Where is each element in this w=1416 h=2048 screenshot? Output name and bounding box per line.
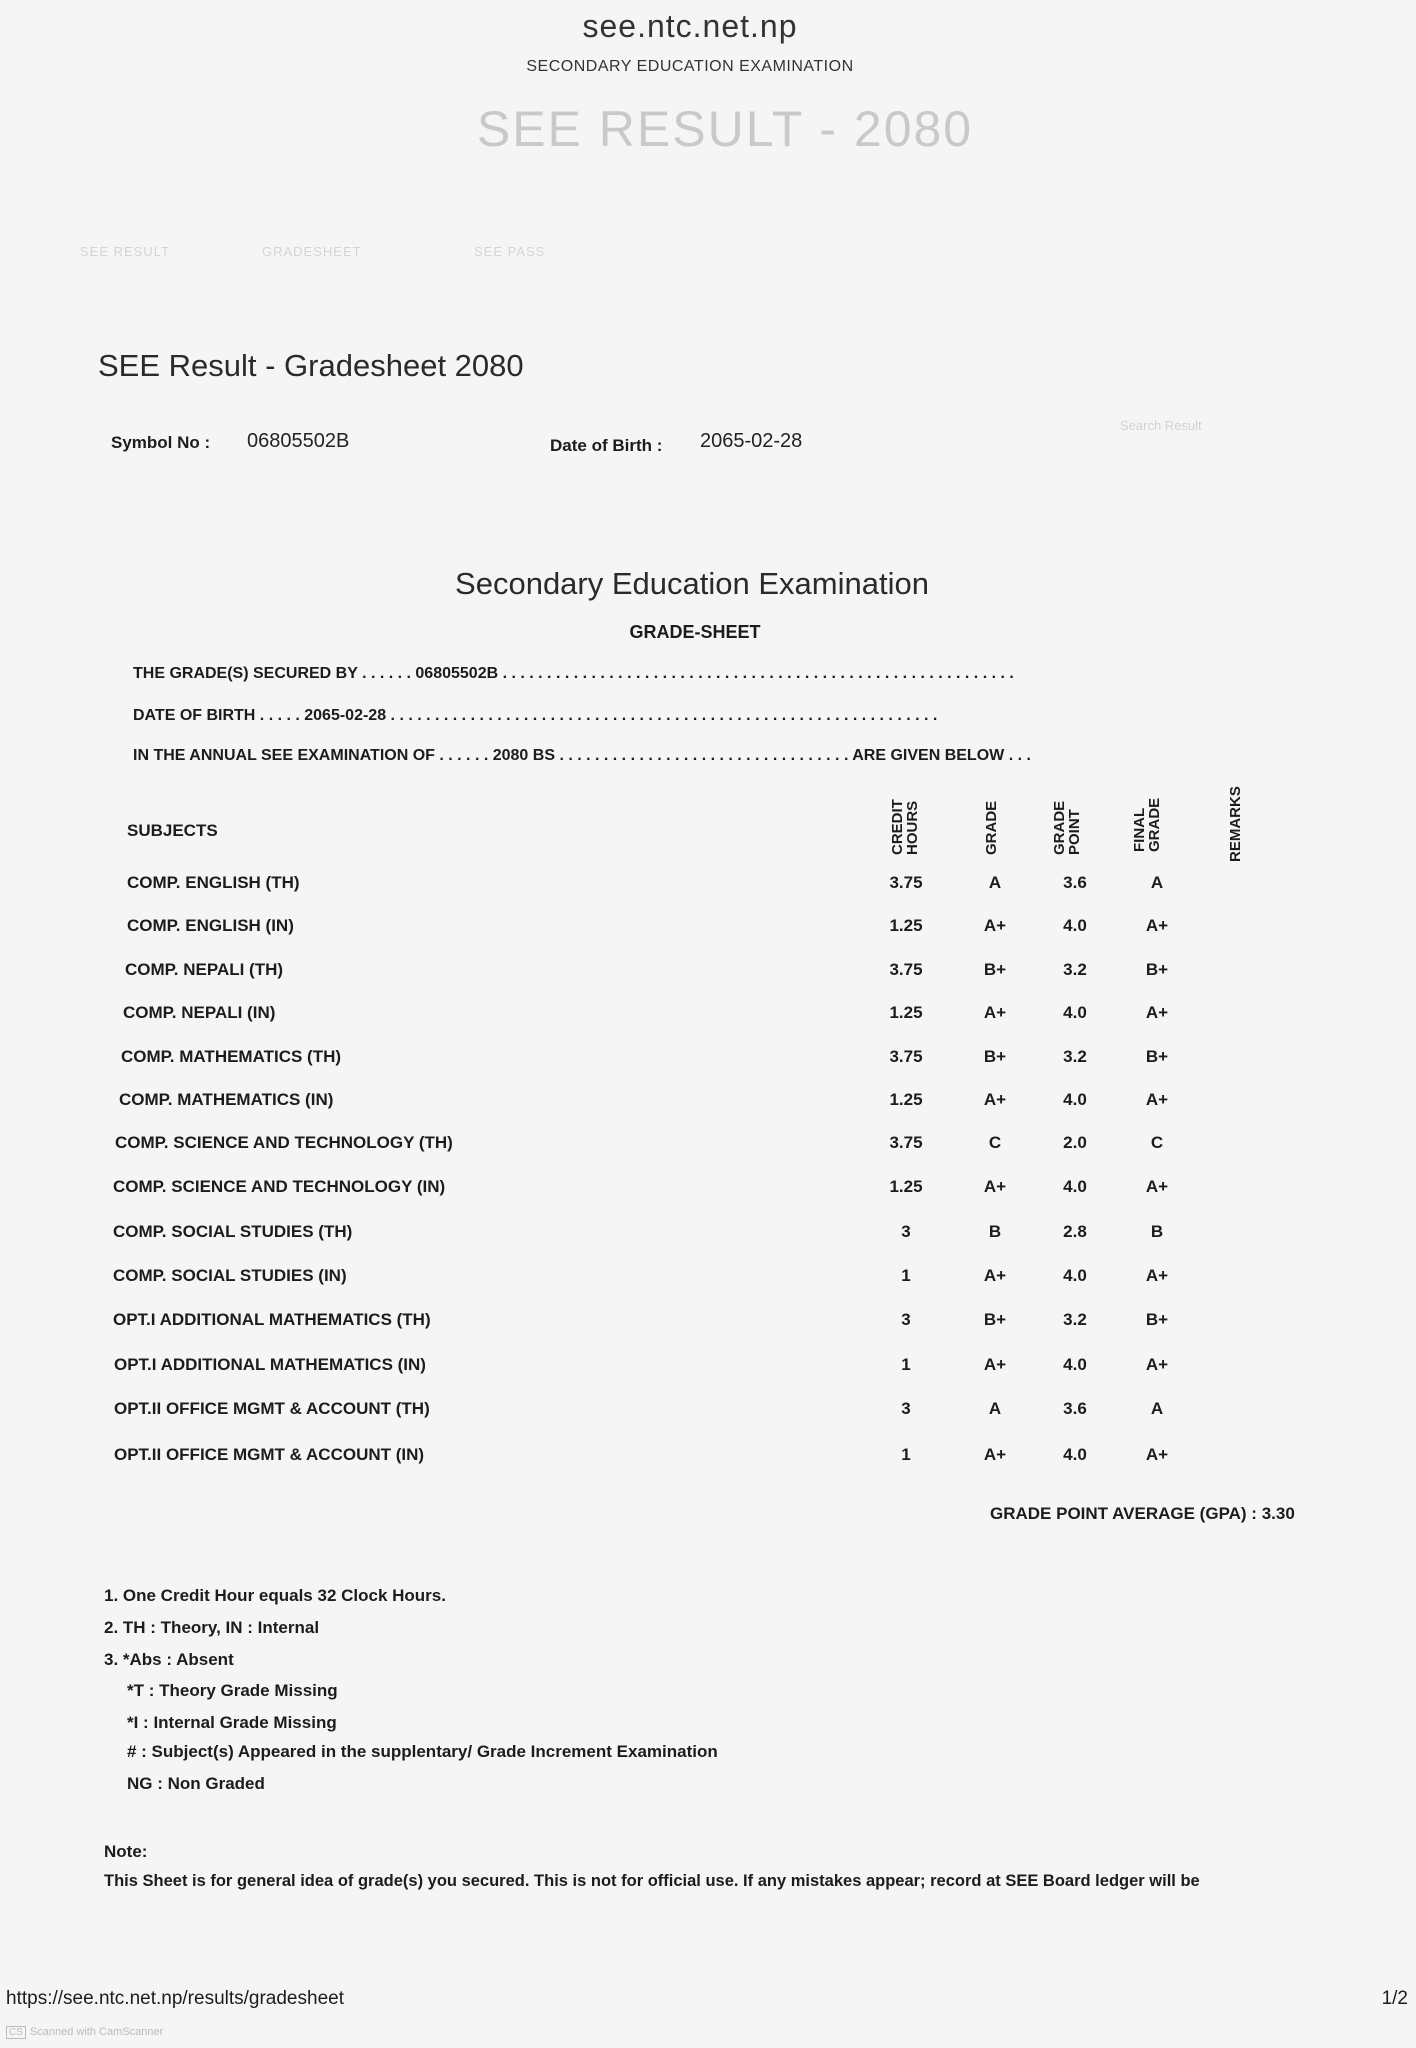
col-credit-hours xyxy=(890,799,920,855)
credit-hours-cell: 3 xyxy=(901,1222,911,1241)
subject-cell: COMP. SCIENCE AND TECHNOLOGY (TH) xyxy=(115,1133,453,1152)
grade-cell: A xyxy=(988,1399,1002,1418)
col-subjects: SUBJECTS xyxy=(127,821,218,840)
grade-point-cell: 4.0 xyxy=(1063,1003,1087,1022)
final-grade-cell: A+ xyxy=(1145,1445,1169,1464)
gpa: GRADE POINT AVERAGE (GPA) : 3.30 xyxy=(990,1504,1295,1523)
legend-item: NG : Non Graded xyxy=(127,1774,265,1793)
grade-cell: A+ xyxy=(983,1355,1007,1374)
subject-cell: COMP. MATHEMATICS (IN) xyxy=(119,1090,334,1109)
symbol-label: Symbol No : xyxy=(111,433,211,452)
dob-line: DATE OF BIRTH . . . . . 2065-02-28 . . . . . . . . . . . . . . . . . . . . . . . . . . . . . . . . . . . . . . . . . . . . . . . . . . . . . . . . . . . . . . xyxy=(133,707,938,724)
subject-cell: COMP. SCIENCE AND TECHNOLOGY (IN) xyxy=(113,1177,446,1196)
grade-cell: A xyxy=(988,873,1002,892)
subject-cell: OPT.I ADDITIONAL MATHEMATICS (TH) xyxy=(113,1310,431,1329)
sheet-heading: Secondary Education Examination xyxy=(455,566,929,601)
credit-hours-cell: 1 xyxy=(901,1355,911,1374)
col-remarks: REMARKS xyxy=(1227,786,1244,862)
final-grade-cell: A+ xyxy=(1145,1177,1169,1196)
site-subtitle: SECONDARY EDUCATION EXAMINATION xyxy=(526,58,854,75)
search-result-button[interactable]: Search Result xyxy=(1120,418,1202,433)
subject-cell: COMP. MATHEMATICS (TH) xyxy=(121,1047,342,1066)
footer-url: https://see.ntc.net.np/results/gradesheet xyxy=(6,1988,344,2009)
legend-item: *T : Theory Grade Missing xyxy=(127,1681,338,1700)
dob-field[interactable]: 2065-02-28 xyxy=(700,430,803,452)
grade-point-cell: 3.2 xyxy=(1063,960,1087,979)
credit-hours-cell: 3.75 xyxy=(889,1133,923,1152)
legend-item: 1. One Credit Hour equals 32 Clock Hours. xyxy=(104,1586,446,1605)
col-grade-point xyxy=(1052,801,1082,855)
credit-hours-cell: 1.25 xyxy=(889,1090,923,1109)
final-grade-cell: B+ xyxy=(1145,1310,1169,1329)
col-credit-line1: CREDIT xyxy=(889,799,906,855)
site-domain: see.ntc.net.np xyxy=(582,8,798,44)
credit-hours-cell: 1 xyxy=(901,1445,911,1464)
grade-point-cell: 3.6 xyxy=(1063,873,1087,892)
tab-see-result[interactable]: SEE RESULT xyxy=(80,244,170,259)
grade-point-cell: 3.6 xyxy=(1063,1399,1087,1418)
final-grade-cell: C xyxy=(1150,1133,1164,1152)
grade-point-cell: 4.0 xyxy=(1063,1090,1087,1109)
final-grade-cell: A+ xyxy=(1145,1090,1169,1109)
camscanner-logo-icon: CS xyxy=(6,2026,26,2039)
note-text: This Sheet is for general idea of grade(s) you secured. This is not for official use. If any mistakes appear; record at SEE Board ledger will be xyxy=(104,1872,1200,1890)
subject-cell: COMP. ENGLISH (TH) xyxy=(127,873,300,892)
credit-hours-cell: 3.75 xyxy=(889,873,923,892)
final-grade-cell: B xyxy=(1150,1222,1164,1241)
col-final-line2: GRADE xyxy=(1146,797,1163,852)
scanner-text: Scanned with CamScanner xyxy=(29,2026,164,2038)
grade-cell: B+ xyxy=(983,960,1007,979)
credit-hours-cell: 3 xyxy=(901,1310,911,1329)
symbol-field[interactable]: 06805502B xyxy=(247,430,350,452)
subject-cell: COMP. ENGLISH (IN) xyxy=(127,916,294,935)
grade-point-cell: 4.0 xyxy=(1063,1445,1087,1464)
credit-hours-cell: 3.75 xyxy=(889,1047,923,1066)
col-credit-line2: HOURS xyxy=(904,800,921,855)
final-grade-cell: A+ xyxy=(1145,1003,1169,1022)
legend-item: # : Subject(s) Appeared in the supplentary/ Grade Increment Examination xyxy=(127,1742,718,1761)
col-gp-line1: GRADE xyxy=(1051,800,1068,855)
credit-hours-cell: 3.75 xyxy=(889,960,923,979)
grade-point-cell: 4.0 xyxy=(1063,1355,1087,1374)
grade-cell: A+ xyxy=(983,1090,1007,1109)
subject-cell: COMP. NEPALI (IN) xyxy=(123,1003,276,1022)
col-final-grade xyxy=(1132,798,1162,852)
grade-point-cell: 2.8 xyxy=(1063,1222,1087,1241)
subject-cell: COMP. SOCIAL STUDIES (TH) xyxy=(113,1222,353,1241)
col-grade: GRADE xyxy=(983,800,1000,855)
page-number: 1/2 xyxy=(1381,1988,1408,2009)
final-grade-cell: A xyxy=(1150,1399,1164,1418)
col-final-line1: FINAL xyxy=(1131,807,1148,852)
grade-cell: C xyxy=(988,1133,1002,1152)
final-grade-cell: B+ xyxy=(1145,1047,1169,1066)
subject-cell: OPT.II OFFICE MGMT & ACCOUNT (TH) xyxy=(114,1399,430,1418)
grade-cell: B+ xyxy=(983,1047,1007,1066)
grade-point-cell: 2.0 xyxy=(1063,1133,1087,1152)
secured-by-line: THE GRADE(S) SECURED BY . . . . . . 06805502B . . . . . . . . . . . . . . . . . . . . . . . . . . . . . . . . . . . . . . . . . . . . . . . . . . . . . . . . . . xyxy=(133,665,1014,682)
credit-hours-cell: 3 xyxy=(901,1399,911,1418)
page-title: SEE Result - Gradesheet 2080 xyxy=(98,348,524,383)
sheet-subheading: GRADE-SHEET xyxy=(629,622,761,642)
grade-point-cell: 4.0 xyxy=(1063,916,1087,935)
final-grade-cell: B+ xyxy=(1145,960,1169,979)
legend-item: 2. TH : Theory, IN : Internal xyxy=(104,1618,320,1637)
tab-gradesheet[interactable]: GRADESHEET xyxy=(262,244,362,259)
grade-point-cell: 4.0 xyxy=(1063,1266,1087,1285)
exam-line: IN THE ANNUAL SEE EXAMINATION OF . . . . . . 2080 BS . . . . . . . . . . . . . . . . . . . . . . . . . . . . . . . . . ARE GIVEN BELOW . . . xyxy=(133,747,1031,764)
credit-hours-cell: 1.25 xyxy=(889,1177,923,1196)
dob-label: Date of Birth : xyxy=(550,436,663,455)
subject-cell: COMP. SOCIAL STUDIES (IN) xyxy=(113,1266,347,1285)
final-grade-cell: A+ xyxy=(1145,1355,1169,1374)
grade-cell: A+ xyxy=(983,1266,1007,1285)
grade-cell: A+ xyxy=(983,916,1007,935)
credit-hours-cell: 1 xyxy=(901,1266,911,1285)
grade-point-cell: 3.2 xyxy=(1063,1047,1087,1066)
tab-see-pass[interactable]: SEE PASS xyxy=(474,244,546,259)
scanner-watermark xyxy=(6,2026,163,2039)
grade-cell: A+ xyxy=(983,1445,1007,1464)
result-banner: SEE RESULT - 2080 xyxy=(476,101,974,157)
grade-cell: A+ xyxy=(983,1177,1007,1196)
subject-cell: OPT.I ADDITIONAL MATHEMATICS (IN) xyxy=(114,1355,426,1374)
final-grade-cell: A xyxy=(1150,873,1164,892)
legend-item: *I : Internal Grade Missing xyxy=(127,1713,337,1732)
grade-cell: A+ xyxy=(983,1003,1007,1022)
grade-cell: B xyxy=(988,1222,1002,1241)
grade-cell: B+ xyxy=(983,1310,1007,1329)
final-grade-cell: A+ xyxy=(1145,916,1169,935)
grade-point-cell: 4.0 xyxy=(1063,1177,1087,1196)
final-grade-cell: A+ xyxy=(1145,1266,1169,1285)
credit-hours-cell: 1.25 xyxy=(889,916,923,935)
grade-point-cell: 3.2 xyxy=(1063,1310,1087,1329)
subject-cell: OPT.II OFFICE MGMT & ACCOUNT (IN) xyxy=(114,1445,425,1464)
credit-hours-cell: 1.25 xyxy=(889,1003,923,1022)
legend-item: 3. *Abs : Absent xyxy=(104,1650,234,1669)
subject-cell: COMP. NEPALI (TH) xyxy=(125,960,284,979)
note-label: Note: xyxy=(104,1842,148,1861)
col-gp-line2: POINT xyxy=(1066,809,1083,855)
